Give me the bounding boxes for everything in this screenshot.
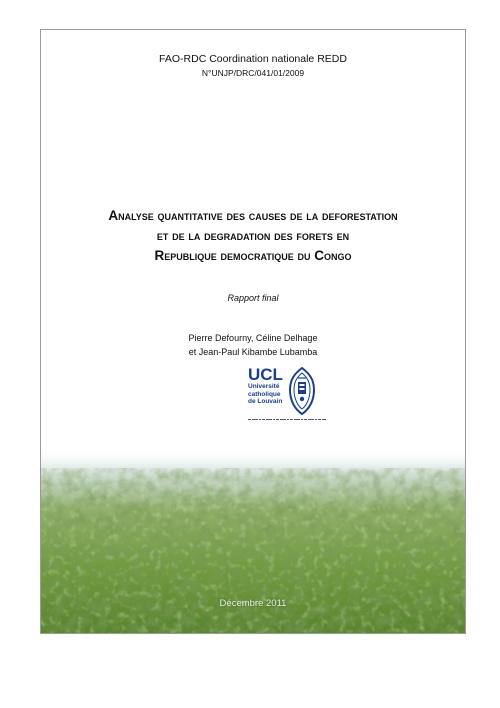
title-line-3: Republique democratique du Congo	[154, 248, 352, 263]
document-title	[41, 206, 465, 266]
logo-acronym: UCL	[248, 365, 283, 384]
logo-line-2: catholique	[248, 390, 281, 398]
title-line-2: et de la degradation des forets en	[156, 228, 350, 243]
logo-line-3: de Louvain	[248, 398, 283, 405]
logo-wordmark	[248, 366, 283, 406]
document-subtitle: Rapport final	[227, 293, 279, 303]
authors	[41, 331, 465, 359]
university-seal-icon	[288, 366, 316, 416]
header-reference-number: N°UNJP/DRC/041/01/2009	[201, 68, 305, 78]
ucl-logo	[248, 366, 320, 424]
document-cover-page	[40, 29, 466, 634]
publication-date: Décembre 2011	[219, 598, 287, 609]
authors-line-2: et Jean-Paul Kibambe Lubamba	[188, 347, 318, 357]
header-organization: FAO-RDC Coordination nationale REDD	[159, 53, 347, 65]
authors-line-1: Pierre Defourny, Céline Delhage	[188, 333, 318, 343]
logo-tagline-decoration	[248, 418, 326, 421]
logo-line-1: Université	[248, 383, 280, 390]
title-line-1: Analyse quantitative des causes de la deforestation	[108, 208, 398, 223]
